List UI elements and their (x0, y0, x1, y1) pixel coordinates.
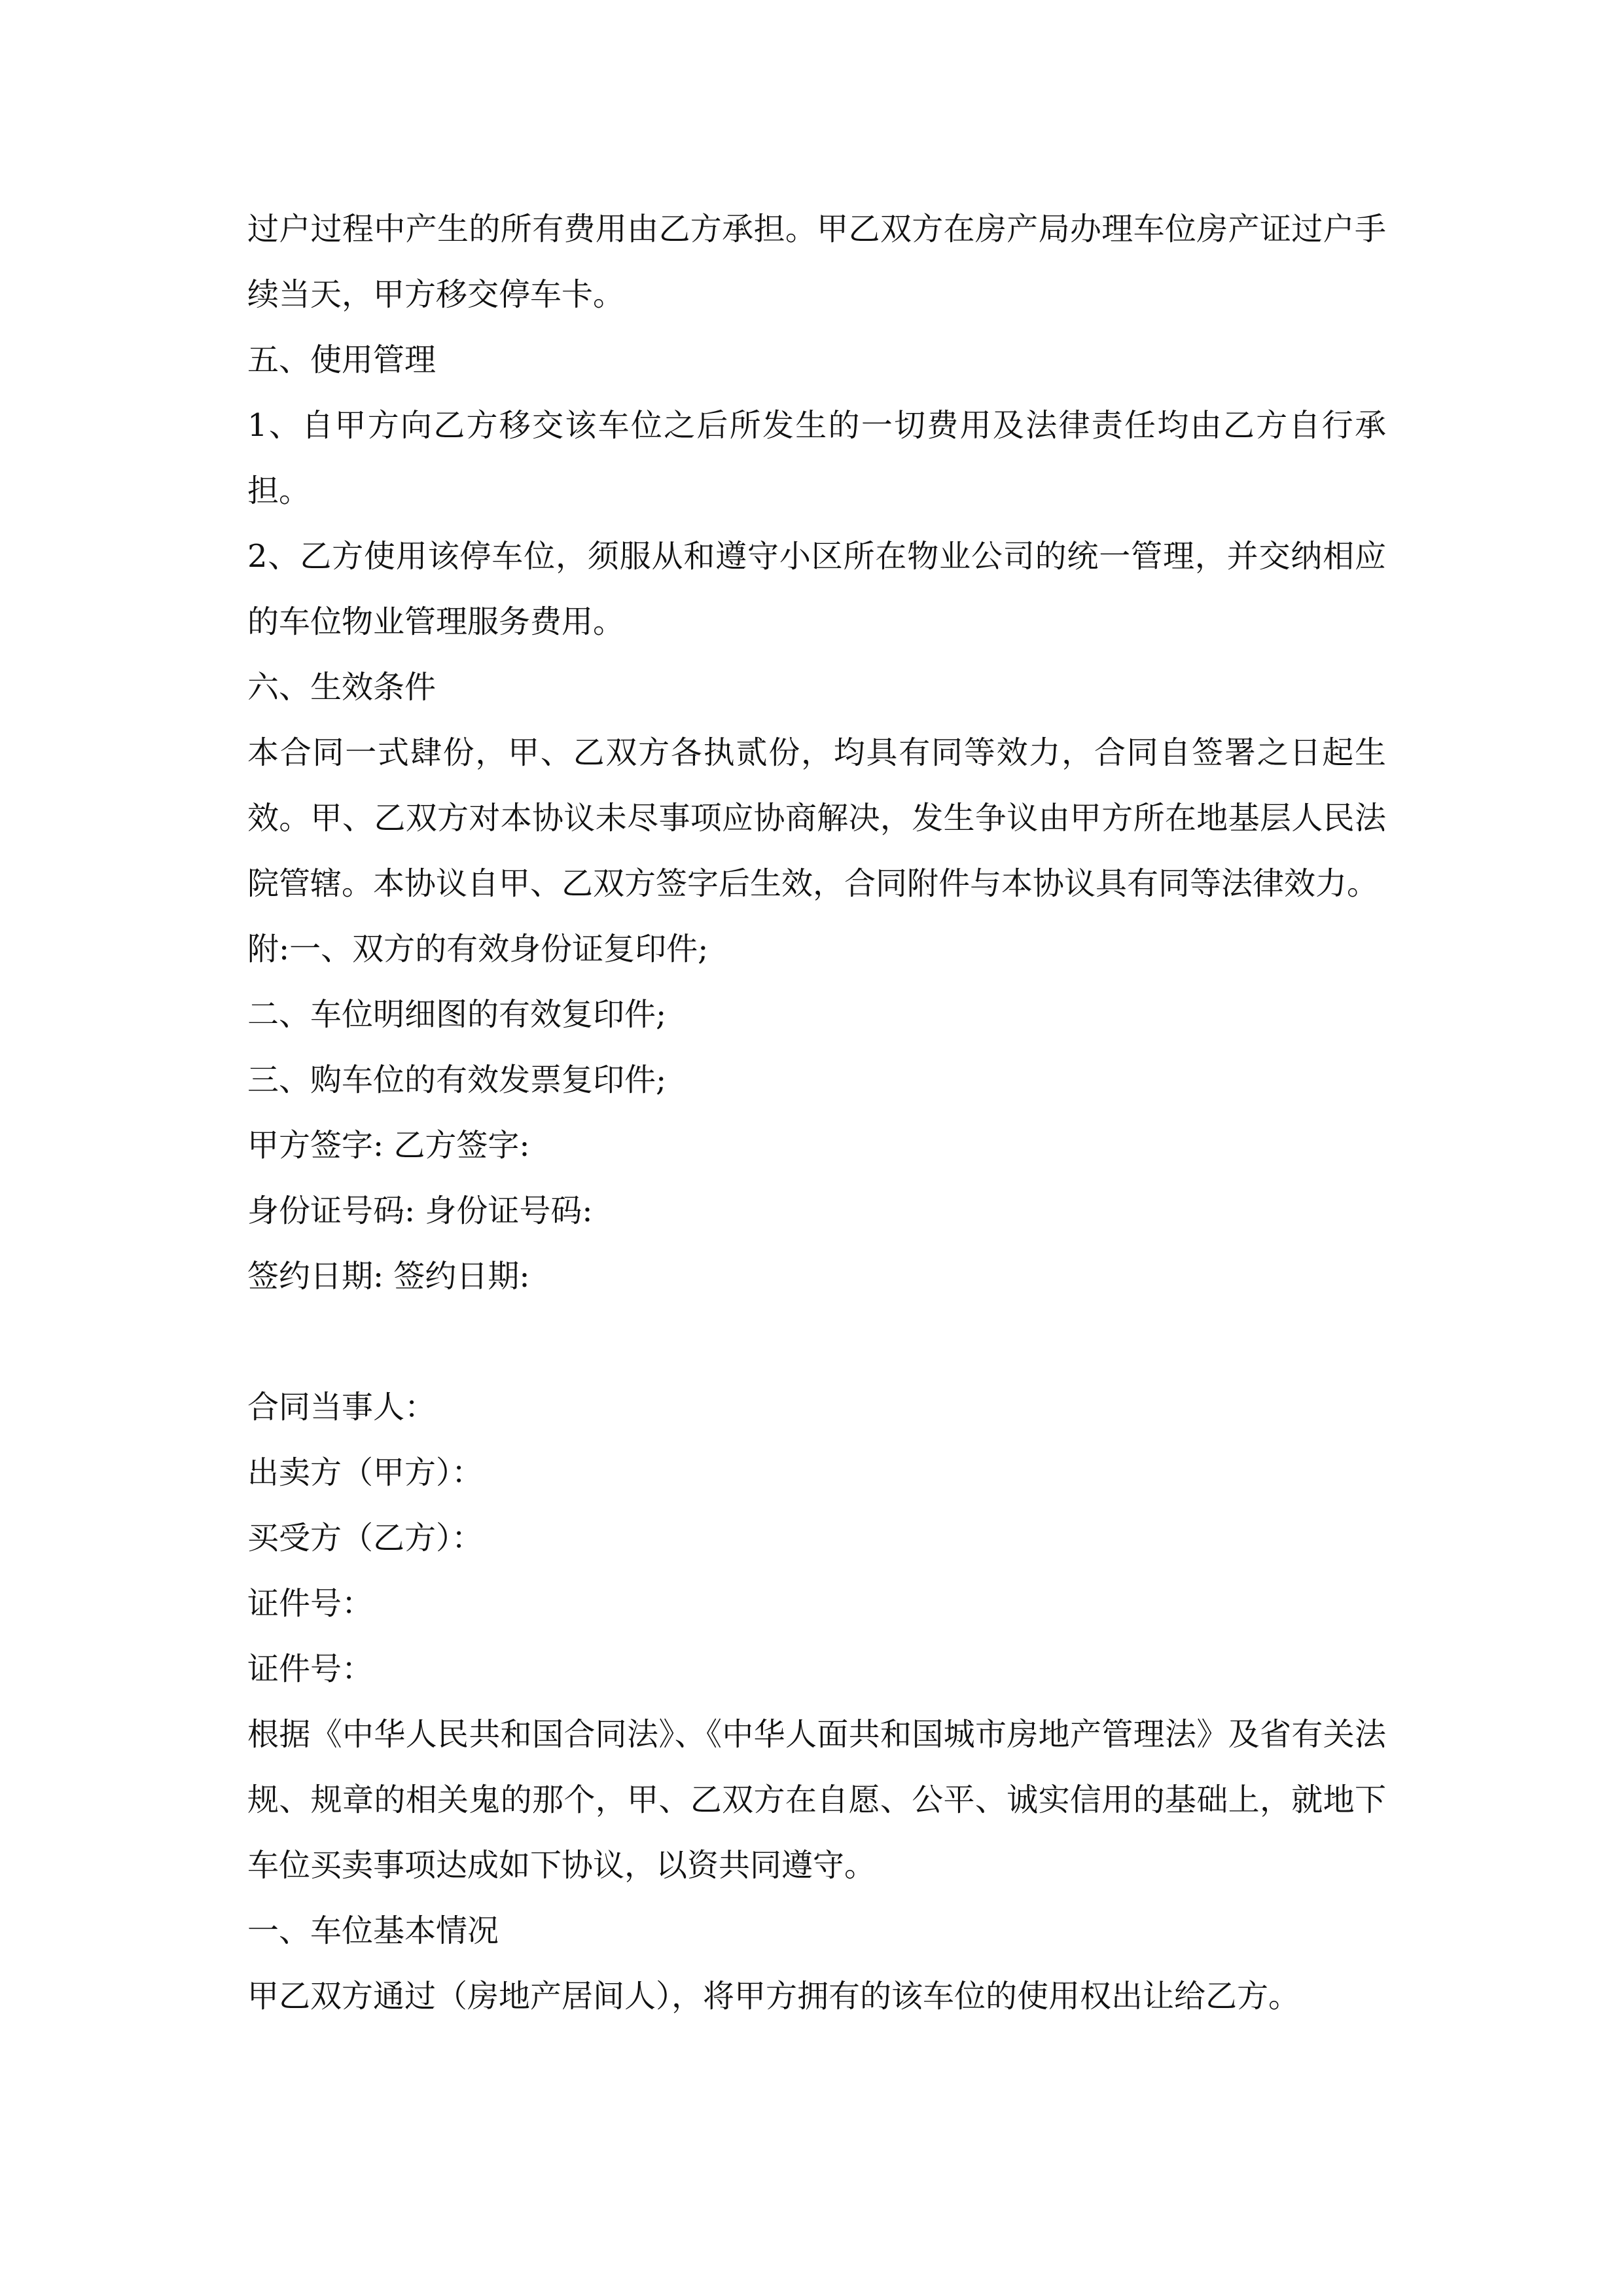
paragraph-transfer-fees: 过户过程中产生的所有费用由乙方承担。甲乙双方在房产局办理车位房产证过户手续当天，甲方移交停车卡。 (247, 211, 1386, 313)
attachment-item-2: 二、车位明细图的有效复印件; (247, 996, 667, 1033)
signature-line: 甲方签字: 乙方签字: (247, 1127, 530, 1164)
paragraph-parking-transfer: 甲乙双方通过（房地产居间人），将甲方拥有的该车位的使用权出让给乙方。 (247, 1978, 1300, 2015)
attachment-item-1: 附:一、双方的有效身份证复印件; (247, 931, 709, 967)
signing-date-line: 签约日期: 签约日期: (247, 1258, 530, 1295)
paragraph-usage-item-1: 1、自甲方向乙方移交该车位之后所发生的一切费用及法律责任均由乙方自行承担。 (247, 407, 1386, 509)
buyer-id-line: 证件号： (247, 1651, 374, 1687)
seller-line: 出卖方（甲方）： (247, 1454, 484, 1491)
seller-id-line: 证件号： (247, 1585, 374, 1622)
attachment-item-3: 三、购车位的有效发票复印件; (247, 1062, 667, 1098)
paragraph-legal-basis: 根据《中华人民共和国合同法》、《中华人面共和国城市房地产管理法》及省有关法规、规章的相关鬼的那个，甲、乙双方在自愿、公平、诚实信用的基础上，就地下车位买卖事项达成如下协议，以资共同遵守。 (247, 1716, 1386, 1884)
heading-parking-basic-info: 一、车位基本情况 (247, 1912, 499, 1949)
document-body (247, 196, 1386, 2029)
paragraph-usage-item-2: 2、乙方使用该停车位，须服从和遵守小区所在物业公司的统一管理，并交纳相应的车位物业管理服务费用。 (247, 538, 1386, 640)
blank-line (247, 1309, 1386, 1374)
heading-effective-conditions: 六、生效条件 (247, 669, 437, 706)
paragraph-effective-terms: 本合同一式肆份，甲、乙双方各执贰份，均具有同等效力，合同自签署之日起生效。甲、乙双方对本协议未尽事项应协商解决，发生争议由甲方所在地基层人民法院管辖。本协议自甲、乙双方签字后生效，合同附件与本协议具有同等法律效力。 (247, 734, 1386, 902)
parties-heading: 合同当事人： (247, 1389, 437, 1426)
buyer-line: 买受方（乙方）： (247, 1520, 484, 1556)
heading-usage-management: 五、使用管理 (247, 342, 437, 378)
id-number-line: 身份证号码: 身份证号码: (247, 1193, 593, 1229)
